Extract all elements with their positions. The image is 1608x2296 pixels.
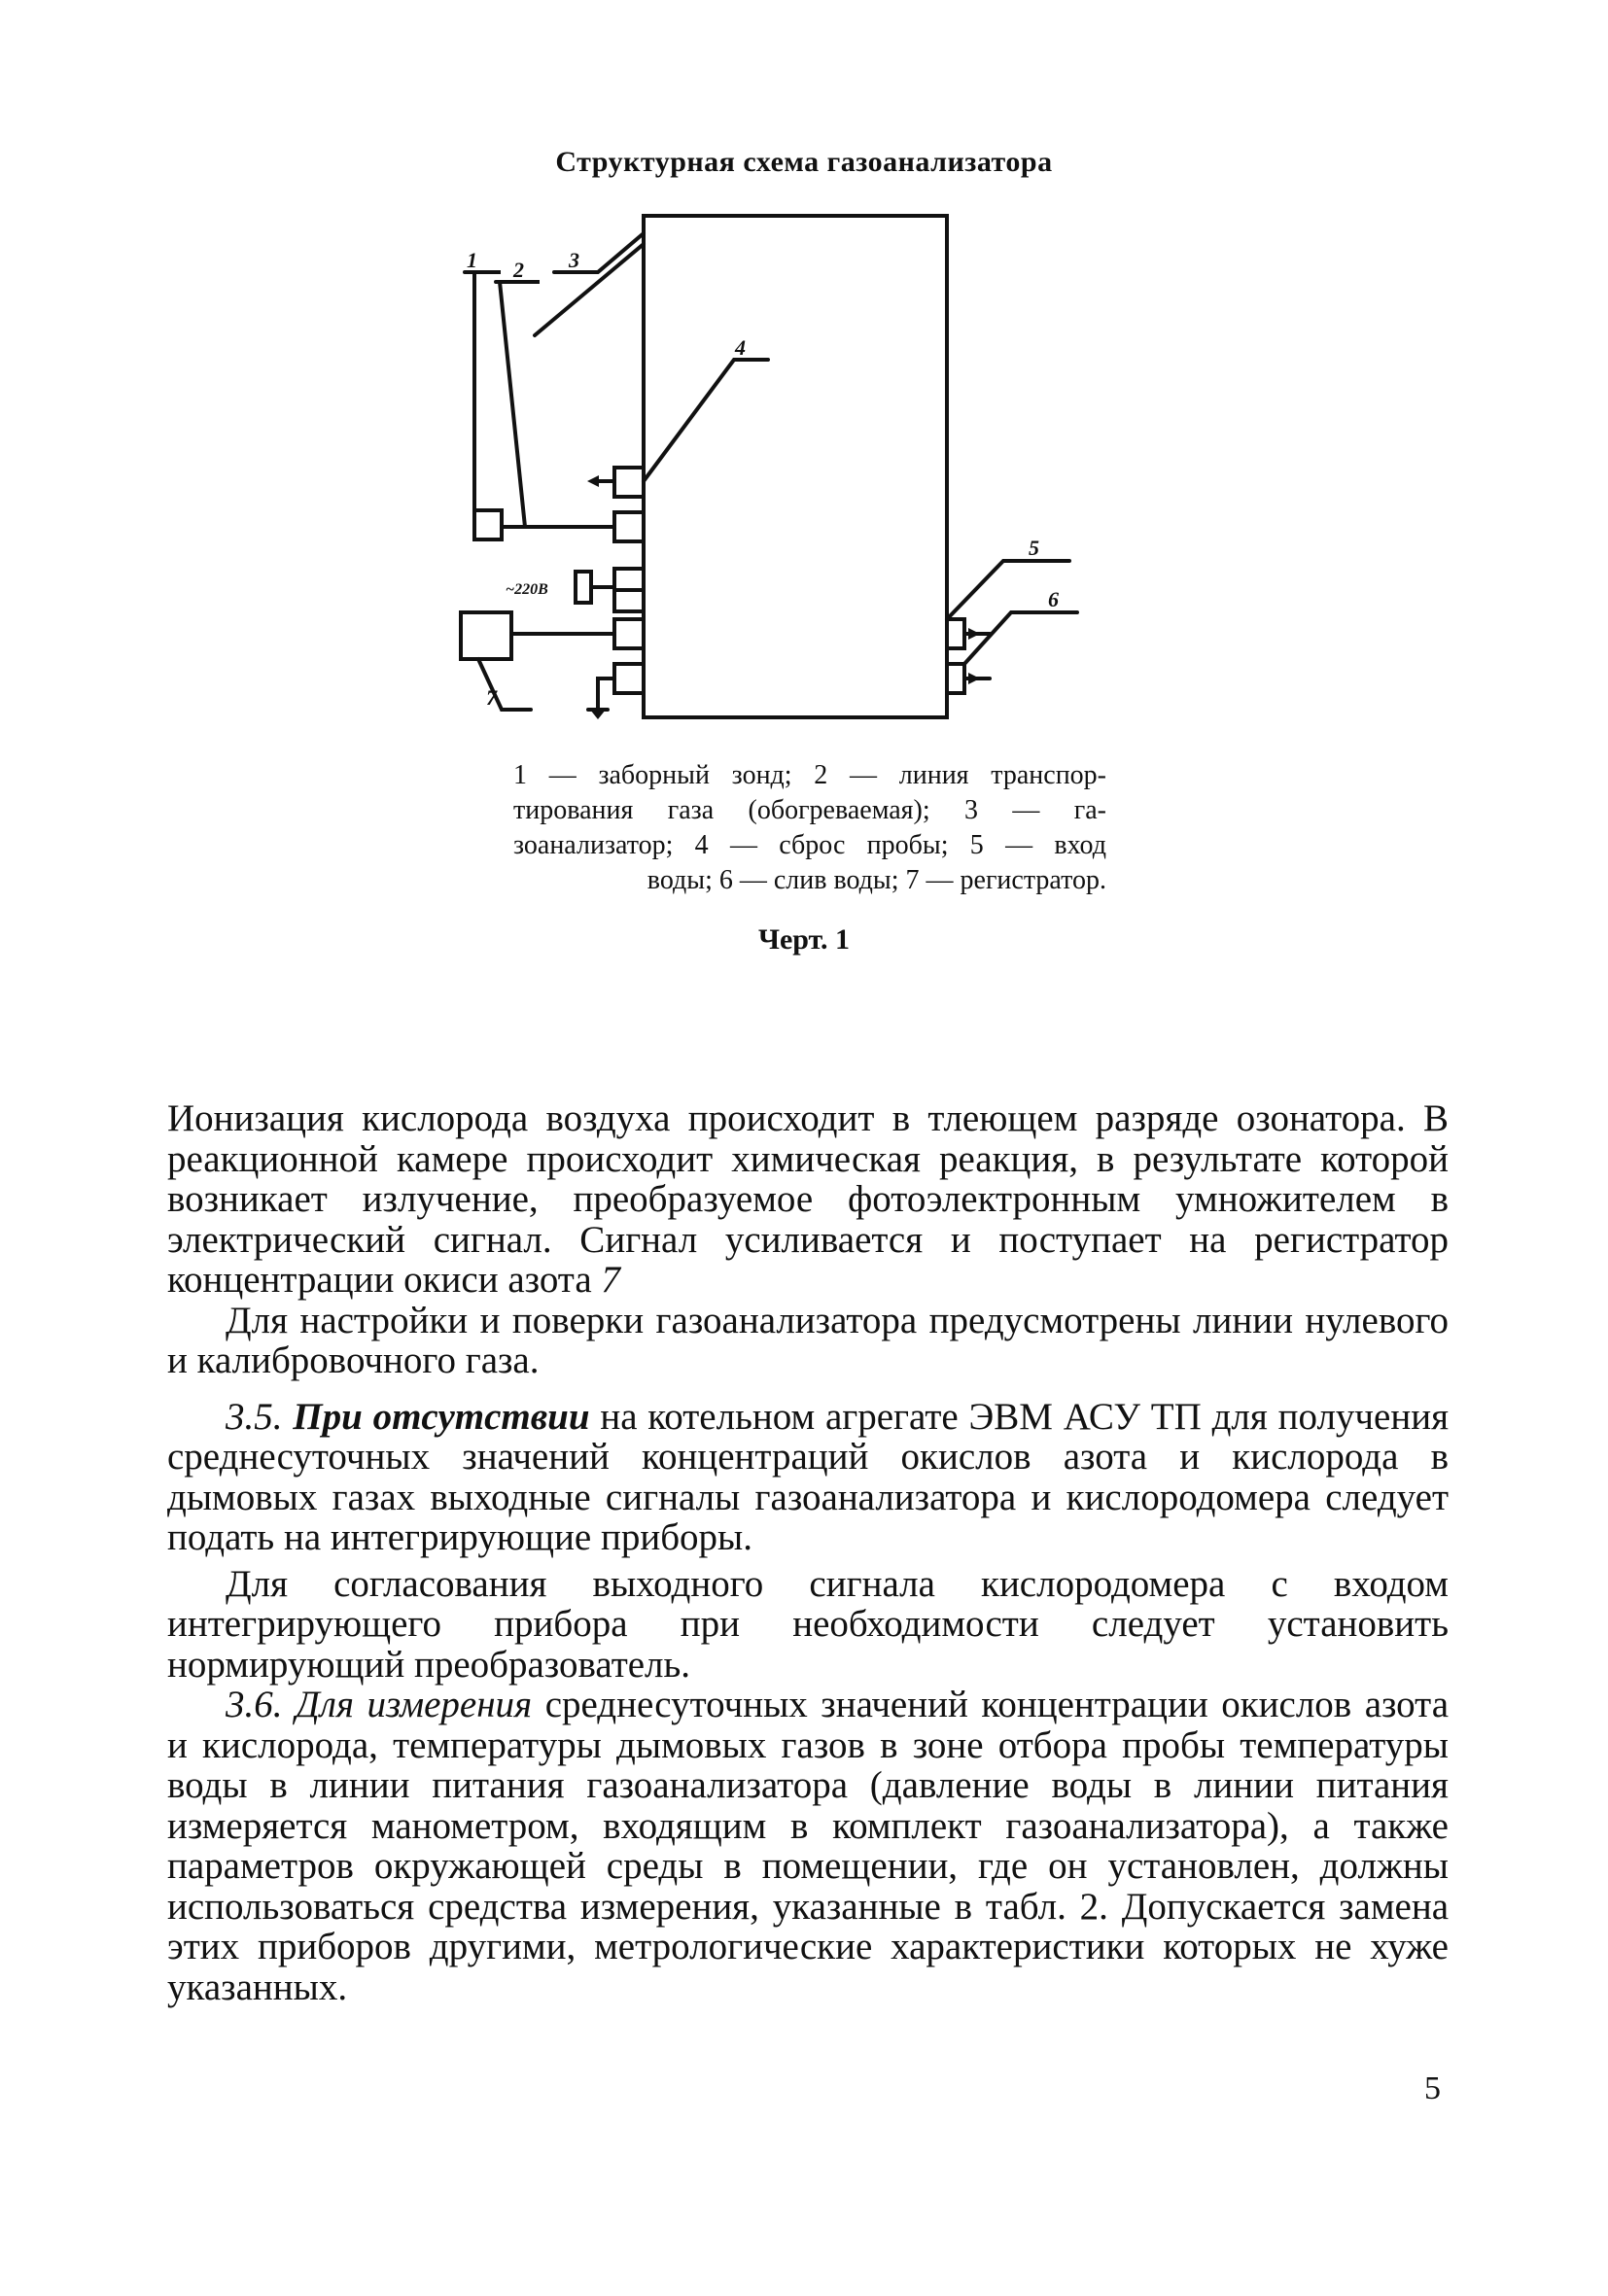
section-lead: При отсутствии [293, 1395, 590, 1438]
port-recorder [614, 619, 644, 648]
figure-title: Структурная схема газоанализатора [555, 146, 1053, 178]
legend-line: воды; 6 — слив воды; 7 — регистратор. [647, 865, 1106, 895]
section-number: 3.5. [226, 1395, 283, 1438]
gas-analyzer-block-diagram [428, 199, 1128, 744]
callout-6: 6 [1048, 587, 1059, 611]
port-gas-inlet [614, 512, 644, 541]
power-label: ~220В [506, 581, 548, 598]
body-text [167, 1098, 1449, 2007]
analyzer-box [644, 216, 947, 717]
paragraph-3-6 [167, 1685, 1449, 2007]
paragraph-text: на котельном агрегате ЭВМ АСУ ТП для получения среднесуточных значений концентраций окислов азота и кислорода в дымовых газах выходные сигналы газоанализатора и кислородомера следует подать на интегрирующие приборы. [167, 1395, 1450, 1558]
section-number: 3.6. [226, 1684, 283, 1725]
port-power-2 [614, 590, 644, 611]
callout-3: 3 [569, 248, 579, 272]
port-ground [614, 664, 644, 693]
paragraph-3-5 [167, 1397, 1449, 1558]
callout-5: 5 [1029, 536, 1039, 560]
legend-line: 1 — заборный зонд; 2 — линия транспор- [513, 760, 1106, 790]
figure-caption: Черт. 1 [757, 923, 851, 956]
paragraph: Для настройки и поверки газоанализатора предусмотрены линии нулевого и калибровочного газа. [167, 1299, 1449, 1381]
figure-legend [513, 758, 1106, 898]
port-water-drain [947, 664, 964, 693]
callout-1: 1 [467, 248, 477, 272]
paragraph [167, 1098, 1449, 1301]
port-power-1 [614, 569, 644, 590]
recorder-box [461, 612, 511, 659]
port-sample-discharge [614, 468, 644, 497]
paragraph-text: среднесуточных значений концентрации окислов азота и кислорода, температуры дымовых газов в зоне отбора пробы температуры воды в линии питания газоанализатора (давление воды в линии питания измеряется манометром, входящим в комплект газоанализатора), а также параметров окружающей среды в помещении, где он установлен, должны использоваться средства измерения, указанные в табл. 2. Допускается замена этих приборов другими, метрологические характеристики которых не хуже указанных. [167, 1684, 1449, 2008]
callout-7: 7 [486, 685, 497, 710]
section-lead: Для измерения [296, 1684, 533, 1725]
power-plug [576, 572, 591, 603]
legend-line: тирования газа (обогреваемая); 3 — га- [513, 795, 1106, 825]
legend-line: зоанализатор; 4 — сброс пробы; 5 — вход [513, 830, 1106, 860]
paragraph: Для согласования выходного сигнала кислородомера с входом интегрирующего прибора при необходимости следует установить нормирующий преобразователь. [167, 1562, 1449, 1686]
reference-number: 7 [601, 1259, 620, 1301]
sampling-probe [474, 510, 502, 539]
page-number: 5 [1424, 2070, 1441, 2106]
callout-2: 2 [513, 258, 524, 282]
callout-4: 4 [735, 335, 746, 360]
paragraph-text: Ионизация кислорода воздуха происходит в тлеющем разряде озонатора. В реакционной камере происходит химическая реакция, в результате которой возникает излучение, преобразуемое фотоэлектронным умножителем в электрический сигнал. Сигнал усиливается и поступает на регистратор концентрации окиси азота [167, 1097, 1449, 1301]
port-water-inlet [947, 619, 964, 648]
